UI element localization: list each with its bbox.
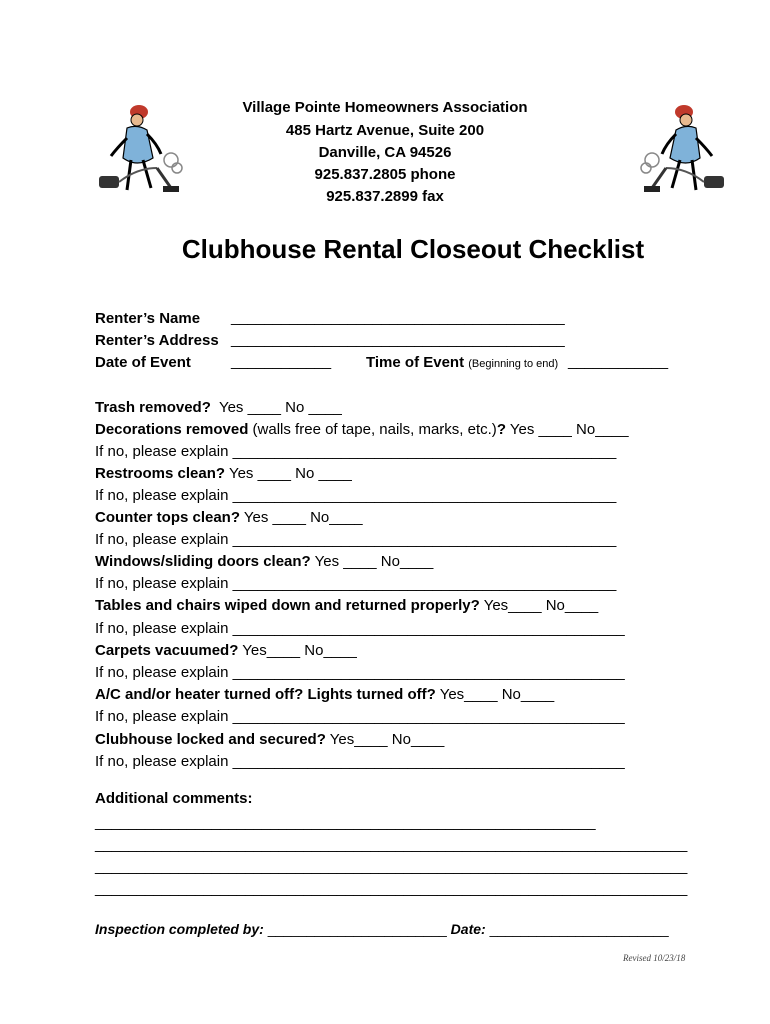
org-street: 485 Hartz Avenue, Suite 200 xyxy=(285,122,485,139)
explain-tables[interactable]: If no, please explain _______________________________________________ xyxy=(95,620,625,637)
carpets-item xyxy=(95,642,357,659)
trash-item xyxy=(95,399,342,416)
tables-answer[interactable]: Yes____ No____ xyxy=(479,597,599,614)
comments-line-3[interactable]: _______________________________________________________________________ xyxy=(95,858,688,875)
event-time-label xyxy=(366,354,558,371)
locked-label: Clubhouse locked and secured? xyxy=(95,731,326,748)
ac-item xyxy=(95,686,554,703)
renter-address-field[interactable]: ________________________________________ xyxy=(231,331,565,348)
ac-label: A/C and/or heater turned off? Lights turned off? xyxy=(95,686,436,703)
decorations-label: Decorations removed xyxy=(95,421,249,438)
page-title: Clubhouse Rental Closeout Checklist xyxy=(181,234,645,264)
restrooms-answer[interactable]: Yes ____ No ____ xyxy=(225,465,352,482)
renter-address-label: Renter’s Address xyxy=(95,332,219,349)
ac-answer[interactable]: Yes____ No____ xyxy=(435,686,555,703)
locked-answer[interactable]: Yes____ No____ xyxy=(325,731,445,748)
inspection-date-field[interactable]: _______________________ xyxy=(485,921,669,937)
explain-windows[interactable]: If no, please explain ______________________________________________ xyxy=(95,575,617,592)
decorations-detail: (walls free of tape, nails, marks, etc.) xyxy=(248,421,497,438)
comments-label: Additional comments: xyxy=(95,790,253,807)
explain-carpets[interactable]: If no, please explain _______________________________________________ xyxy=(95,664,625,681)
locked-item xyxy=(95,731,444,748)
event-date-field[interactable]: ____________ xyxy=(231,353,332,370)
counters-answer[interactable]: Yes ____ No____ xyxy=(240,509,363,526)
event-time-label-text: Time of Event xyxy=(366,354,465,371)
decorations-answer[interactable]: Yes ____ No____ xyxy=(505,421,629,438)
explain-decorations[interactable]: If no, please explain ______________________________________________ xyxy=(95,443,617,460)
decorations-item xyxy=(95,421,629,438)
tables-label: Tables and chairs wiped down and returned properly? xyxy=(95,597,480,614)
windows-label: Windows/sliding doors clean? xyxy=(95,553,311,570)
inspection-row xyxy=(95,921,669,937)
explain-counters[interactable]: If no, please explain ______________________________________________ xyxy=(95,531,617,548)
comments-line-1[interactable]: ____________________________________________________________ xyxy=(95,814,596,831)
org-city: Danville, CA 94526 xyxy=(318,144,452,161)
event-date-label: Date of Event xyxy=(95,354,191,371)
decorations-q: ? xyxy=(496,421,506,438)
event-time-note: (Beginning to end) xyxy=(468,358,559,370)
org-phone: 925.837.2805 phone xyxy=(314,166,456,183)
org-fax: 925.837.2899 fax xyxy=(326,188,444,205)
counters-item xyxy=(95,509,363,526)
comments-line-4[interactable]: _______________________________________________________________________ xyxy=(95,880,688,897)
renter-name-label: Renter’s Name xyxy=(95,310,201,327)
tables-item xyxy=(95,597,598,614)
inspection-date-label: Date: xyxy=(446,921,486,937)
event-time-field[interactable]: ____________ xyxy=(568,353,669,370)
inspection-field[interactable]: _______________________ xyxy=(263,921,447,937)
comments-line-2[interactable]: _______________________________________________________________________ xyxy=(95,836,688,853)
org-name: Village Pointe Homeowners Association xyxy=(242,99,528,116)
explain-locked[interactable]: If no, please explain _______________________________________________ xyxy=(95,753,625,770)
renter-name-field[interactable]: ________________________________________ xyxy=(231,309,565,326)
carpets-label: Carpets vacuumed? xyxy=(95,642,239,659)
explain-restrooms[interactable]: If no, please explain ______________________________________________ xyxy=(95,487,617,504)
carpets-answer[interactable]: Yes____ No____ xyxy=(238,642,357,659)
restrooms-item xyxy=(95,465,352,482)
windows-answer[interactable]: Yes ____ No____ xyxy=(310,553,434,570)
inspection-label: Inspection completed by: xyxy=(95,921,264,937)
counters-label: Counter tops clean? xyxy=(95,509,241,526)
revised-note: Revised 10/23/18 xyxy=(623,953,686,963)
windows-item xyxy=(95,553,433,570)
restrooms-label: Restrooms clean? xyxy=(95,465,226,482)
trash-label: Trash removed? xyxy=(95,399,211,416)
explain-ac[interactable]: If no, please explain _______________________________________________ xyxy=(95,708,625,725)
trash-answer[interactable]: Yes ____ No ____ xyxy=(210,399,342,416)
